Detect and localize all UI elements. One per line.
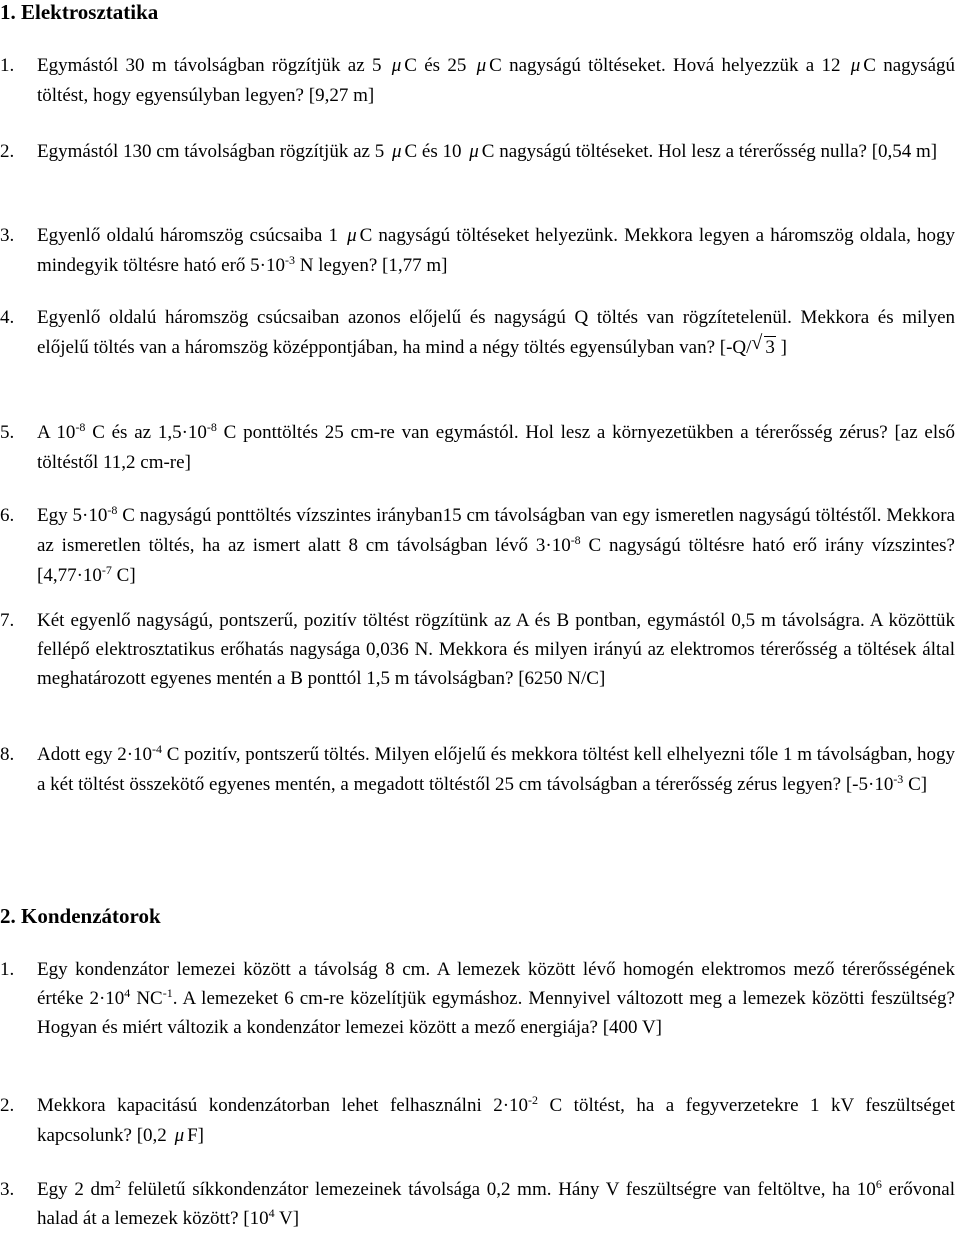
mu-symbol: μ — [850, 55, 861, 76]
radicand: 3 — [765, 337, 775, 358]
mu-symbol: μ — [469, 141, 479, 162]
problem-number: 7. — [0, 610, 15, 631]
problem-text: Egymástól 130 cm távolságban rögzítjük az 5 μ C és 10 μ C nagyságú töltéseket. Hol lesz a térerősség nulla? [0,54 m] — [37, 141, 938, 162]
square-root — [751, 333, 776, 363]
problem-1-3 — [0, 221, 955, 281]
problem-text: Egy kondenzátor lemezei között a távolság 8 cm. A lemezek között lévő homogén elektromos mező térerősségének értéke $2\cdot 10^4$ $NC^{-1}$. A lemezeket 6 cm-re közelítjük egymáshoz. Mennyivel változott meg a lemezek közötti feszültség? Hogyan és miért változik a kondenzátor lemezei között a mező energiája? [400 V] — [37, 959, 955, 1038]
problem-text: Egyenlő oldalú háromszög csúcsaiba 1 μ C nagyságú töltéseket helyezünk. Mekkora legyen a háromszög oldala, hogy mindegyik töltésre ható erő $5\cdot 10^{-3}$ N legyen? [1,77 m] — [37, 225, 955, 276]
problem-number: 3. — [0, 1179, 15, 1200]
problem-text: Egymástól 30 m távolságban rögzítjük az 5 μ C és 25 μ C nagyságú töltéseket. Hová helyezzük a 12 μ C nagyságú töltést, hogy egyensúlyban legyen? [9,27 m] — [37, 55, 955, 106]
problem-number: 2. — [0, 1095, 15, 1116]
mu-symbol: μ — [391, 55, 402, 76]
problem-2-2 — [0, 1091, 955, 1151]
problem-1-7 — [0, 606, 955, 693]
problem-text: A $10^{-8}$ C és az $1,5\cdot 10^{-8}$ C ponttöltés 25 cm-re van egymástól. Hol lesz a környezetükben a térerősség zérus? [az első töltéstől 11,2 cm-re] — [37, 420, 955, 473]
problem-2-3 — [0, 1175, 955, 1233]
problem-text: Két egyenlő nagyságú, pontszerű, pozitív töltést rögzítünk az A és B pontban, egymástól 0,5 m távolságra. A közöttük fellépő elektrosztatikus erőhatás nagysága 0,036 N. Mekkora és milyen irányú az elektromos térerősség a töltések által meghatározott egyenes mentén a B ponttól 1,5 m távolságban? [6250 N/C] — [37, 610, 955, 689]
problem-number: 1. — [0, 959, 15, 980]
mu-symbol: μ — [174, 1125, 185, 1146]
problem-number: 8. — [0, 744, 15, 765]
problem-number: 2. — [0, 141, 15, 162]
section-title-kondenzatorok: 2. Kondenzátorok — [0, 904, 161, 928]
problem-text: Egy 2 $dm^2$ felületű síkkondenzátor lemezeinek távolsága 0,2 mm. Hány V feszültségre van feltöltve, ha $10^6$ erővonal halad át a lemezek között? [$10^4$ V] — [37, 1177, 955, 1229]
mu-symbol: μ — [476, 55, 487, 76]
radical-sign: √ — [751, 332, 763, 354]
problem-text: Adott egy $2\cdot 10^{-4}$ C pozitív, pontszerű töltés. Milyen előjelű és mekkora töltést kell elhelyezni tőle 1 m távolságban, hogy a két töltést összekötő egyenes mentén, a megadott töltéstől 25 cm távolságban a térerősség zérus legyen? [$-5\cdot 10^{-3}$ C] — [37, 742, 955, 795]
mu-symbol: μ — [391, 141, 402, 162]
problem-text: Egy $5\cdot 10^{-8}$ C nagyságú ponttöltés vízszintes irányban15 cm távolságban van egy ismeretlen nagyságú töltéstől. Mekkora az ismeretlen töltés, ha az ismert alatt 8 cm távolságban lévő $3\cdot 10^{-8}$ C nagyságú töltésre ható erő irány vízszintes? [$4,77\cdot 10^{-7}$ C] — [37, 503, 955, 586]
problem-number: 6. — [0, 505, 15, 526]
problem-number: 3. — [0, 225, 15, 246]
problem-number: 5. — [0, 422, 15, 443]
section-title-elektrosztatika: 1. Elektrosztatika — [0, 0, 159, 24]
mu-symbol: μ — [347, 225, 357, 246]
problem-1-6 — [0, 501, 955, 591]
problem-number: 4. — [0, 307, 15, 328]
problem-1-1 — [0, 51, 955, 111]
problem-2-1 — [0, 955, 955, 1042]
problem-text: Egyenlő oldalú háromszög csúcsaiban azonos előjelű és nagyságú Q töltés van rögzítetelenül. Mekkora és milyen előjelű töltés van a háromszög középpontjában, ha mind a négy töltés egyensúlyban van? [-Q/ √ 3 ] — [37, 303, 955, 363]
problem-1-4 — [0, 303, 955, 363]
problem-text: Mekkora kapacitású kondenzátorban lehet felhasználni $2\cdot 10^{-2}$ C töltést, ha a fegyverzetekre 1 kV feszültséget kapcsolunk? [0,2 μ F] — [37, 1093, 956, 1146]
problem-1-5 — [0, 418, 955, 478]
problem-number: 1. — [0, 55, 15, 76]
problem-1-2 — [0, 137, 955, 167]
problem-1-8 — [0, 740, 955, 800]
